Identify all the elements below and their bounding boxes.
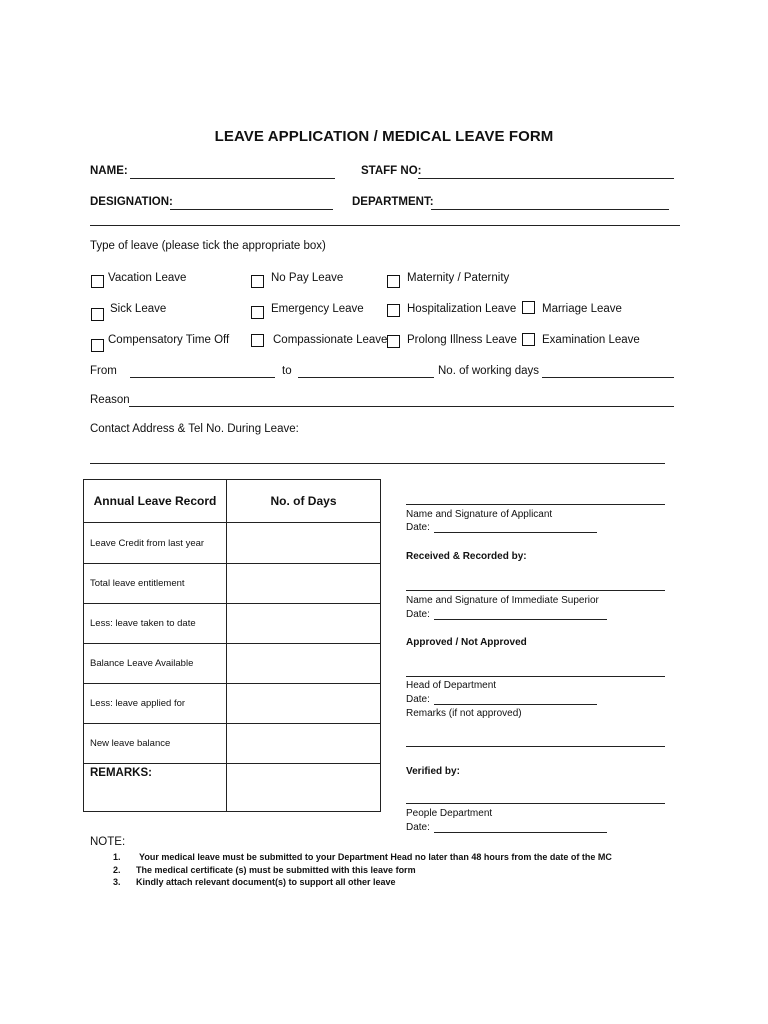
- row-label: Less: leave taken to date: [84, 604, 227, 644]
- emergency-leave-checkbox[interactable]: [251, 306, 264, 319]
- row-label: Balance Leave Available: [84, 644, 227, 684]
- maternity-leave-label: Maternity / Paternity: [407, 272, 510, 284]
- row-label: Less: leave applied for: [84, 684, 227, 724]
- hospitalization-leave-checkbox[interactable]: [387, 304, 400, 317]
- marriage-leave-checkbox[interactable]: [522, 301, 535, 314]
- superior-date-label: Date:: [406, 609, 430, 620]
- superior-signature-label: Name and Signature of Immediate Superior: [406, 595, 599, 606]
- note-text: The medical certificate (s) must be submitted with this leave form: [136, 865, 416, 875]
- annual-leave-record-table: [83, 479, 381, 812]
- head-of-department-label: Head of Department: [406, 680, 497, 691]
- type-of-leave-label: Type of leave (please tick the appropriate box): [90, 240, 326, 252]
- days-cell[interactable]: [227, 644, 381, 684]
- section-divider: [90, 225, 680, 226]
- maternity-leave-checkbox[interactable]: [387, 275, 400, 288]
- sick-leave-checkbox[interactable]: [91, 308, 104, 321]
- table-row: [84, 644, 381, 684]
- prolong-illness-leave-label: Prolong Illness Leave: [407, 334, 517, 346]
- days-cell[interactable]: [227, 604, 381, 644]
- people-dept-date-label: Date:: [406, 822, 430, 833]
- examination-leave-checkbox[interactable]: [522, 333, 535, 346]
- designation-label: DESIGNATION:: [90, 196, 173, 208]
- working-days-label: No. of working days: [438, 365, 539, 377]
- department-field[interactable]: [431, 209, 669, 210]
- vacation-leave-label: Vacation Leave: [108, 272, 187, 284]
- compensatory-leave-checkbox[interactable]: [91, 339, 104, 352]
- applicant-date-label: Date:: [406, 522, 430, 533]
- reason-field[interactable]: [129, 406, 674, 407]
- note-number: 3.: [113, 877, 121, 887]
- staff-no-field[interactable]: [418, 178, 674, 179]
- table-row: [84, 523, 381, 564]
- to-label: to: [282, 365, 292, 377]
- days-cell[interactable]: [227, 564, 381, 604]
- table-row: [84, 604, 381, 644]
- head-signature-line[interactable]: [406, 676, 665, 677]
- compassionate-leave-label: Compassionate Leave: [273, 334, 388, 346]
- days-cell[interactable]: [227, 523, 381, 564]
- row-label: New leave balance: [84, 724, 227, 764]
- marriage-leave-label: Marriage Leave: [542, 303, 622, 315]
- note-text: Kindly attach relevant document(s) to support all other leave: [136, 877, 396, 887]
- vacation-leave-checkbox[interactable]: [91, 275, 104, 288]
- contact-field[interactable]: [90, 463, 665, 464]
- note-heading: NOTE:: [90, 836, 126, 848]
- people-dept-date-field[interactable]: [434, 832, 607, 833]
- compassionate-leave-checkbox[interactable]: [251, 334, 264, 347]
- from-label: From: [90, 365, 117, 377]
- remarks-row: [84, 764, 381, 812]
- annual-leave-record-header: Annual Leave Record: [84, 480, 227, 523]
- remarks-label: REMARKS:: [84, 764, 227, 812]
- verified-by-label: Verified by:: [406, 766, 460, 777]
- form-title: LEAVE APPLICATION / MEDICAL LEAVE FORM: [214, 128, 554, 145]
- name-field[interactable]: [130, 178, 335, 179]
- row-label: Leave Credit from last year: [84, 523, 227, 564]
- table-row: [84, 684, 381, 724]
- remarks-cell[interactable]: [227, 764, 381, 812]
- compensatory-leave-label: Compensatory Time Off: [108, 334, 230, 346]
- prolong-illness-leave-checkbox[interactable]: [387, 335, 400, 348]
- days-cell[interactable]: [227, 684, 381, 724]
- applicant-signature-line[interactable]: [406, 504, 665, 505]
- department-label: DEPARTMENT:: [352, 196, 434, 208]
- remarks-not-approved-field[interactable]: [406, 746, 665, 747]
- head-date-field[interactable]: [434, 704, 597, 705]
- row-label: Total leave entitlement: [84, 564, 227, 604]
- from-date-field[interactable]: [130, 377, 275, 378]
- working-days-field[interactable]: [542, 377, 674, 378]
- table-row: [84, 724, 381, 764]
- sick-leave-label: Sick Leave: [110, 303, 167, 315]
- applicant-signature-label: Name and Signature of Applicant: [406, 509, 553, 520]
- no-of-days-header: No. of Days: [227, 480, 381, 523]
- no-pay-leave-checkbox[interactable]: [251, 275, 264, 288]
- superior-signature-line[interactable]: [406, 590, 665, 591]
- reason-label: Reason: [90, 394, 130, 406]
- no-pay-leave-label: No Pay Leave: [271, 272, 344, 284]
- received-by-label: Received & Recorded by:: [406, 551, 527, 562]
- table-header-row: [84, 480, 381, 523]
- head-date-label: Date:: [406, 694, 430, 705]
- people-dept-signature-line[interactable]: [406, 803, 665, 804]
- table-row: [84, 564, 381, 604]
- superior-date-field[interactable]: [434, 619, 607, 620]
- applicant-date-field[interactable]: [434, 532, 597, 533]
- name-label: NAME:: [90, 165, 128, 177]
- note-text: Your medical leave must be submitted to your Department Head no later than 48 hours from the date of the MC: [139, 852, 612, 862]
- days-cell[interactable]: [227, 724, 381, 764]
- approved-label: Approved / Not Approved: [406, 637, 527, 648]
- note-number: 1.: [113, 852, 121, 862]
- people-department-label: People Department: [406, 808, 493, 819]
- remarks-not-approved-label: Remarks (if not approved): [406, 708, 522, 719]
- to-date-field[interactable]: [298, 377, 434, 378]
- note-number: 2.: [113, 865, 121, 875]
- staff-no-label: STAFF NO:: [361, 165, 422, 177]
- designation-field[interactable]: [170, 209, 333, 210]
- examination-leave-label: Examination Leave: [542, 334, 640, 346]
- contact-label: Contact Address & Tel No. During Leave:: [90, 423, 299, 435]
- emergency-leave-label: Emergency Leave: [271, 303, 364, 315]
- hospitalization-leave-label: Hospitalization Leave: [407, 303, 517, 315]
